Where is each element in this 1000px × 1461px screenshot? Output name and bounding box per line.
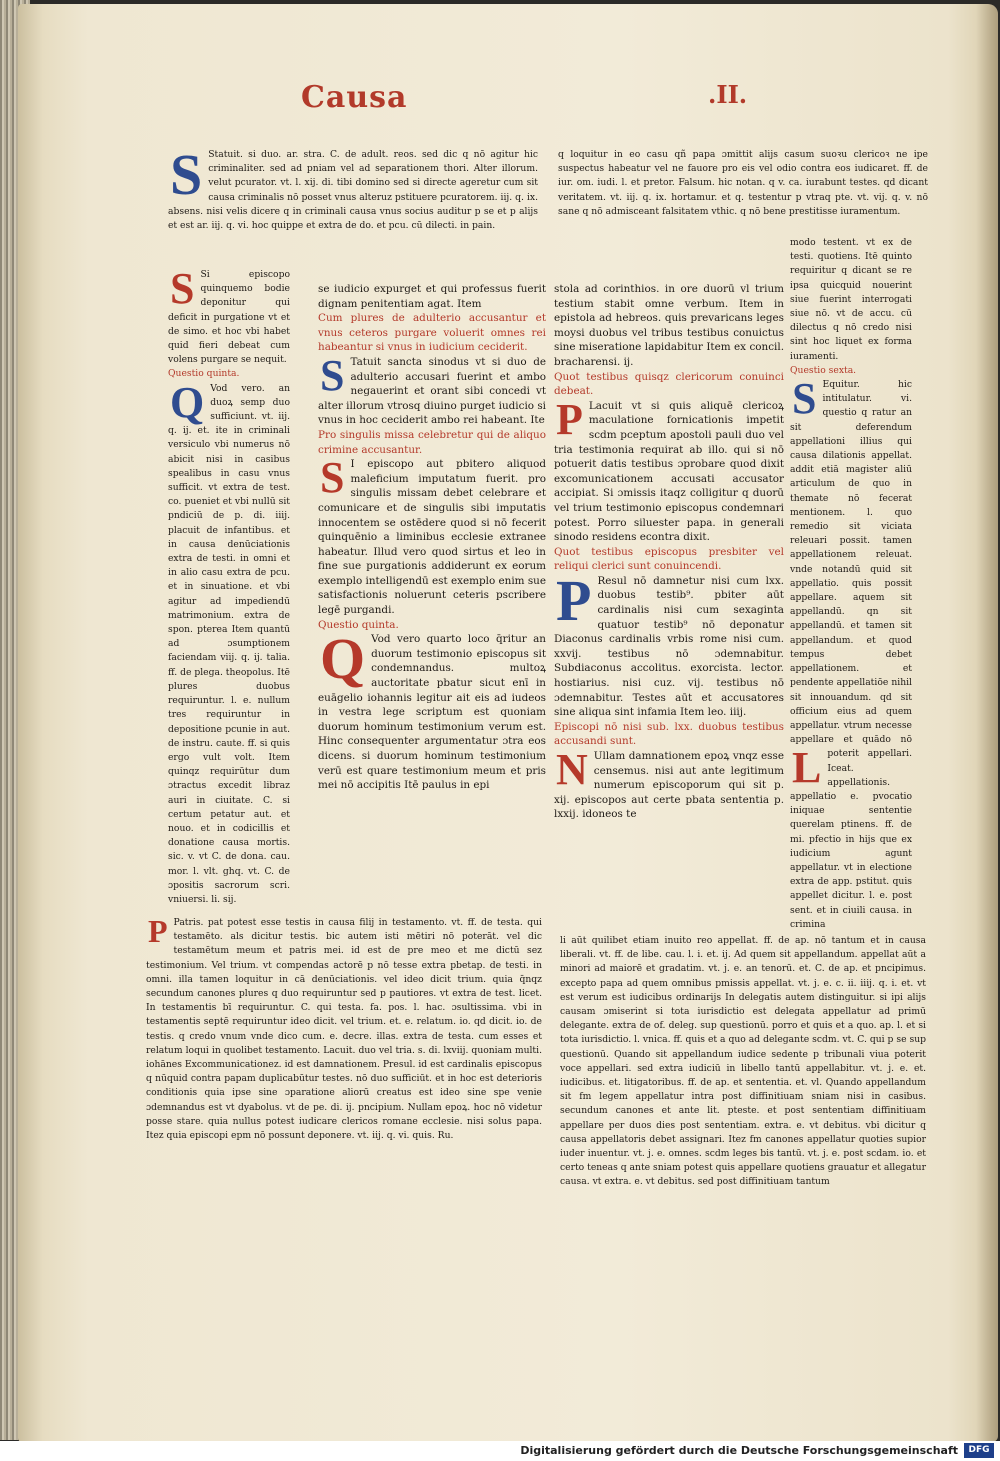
col3-text-d: Ullam damnationem epoꝝ vnqz esse censemus. nisi aut ante legitimum numerum episcoporum qui sit p. xij. episcopos aut certe pbata sententia p. lxxij. idoneos te — [554, 750, 784, 821]
initial-p-blue: P — [556, 567, 592, 633]
gloss-top-left-text: Statuit. si duo. ar. stra. C. de adult. reos. sed dic q nō agitur hic criminaliter. sed ad pniam vel ad separationem thori. Alter illorum. velut pcurator. vt. l. xij. di. tibi domino sed si directe ageretur cum sit causa criminalis nō posset vnus alteruz pstituere pcuratorem. iij. q. ix. absens. nisi velis dicere q in criminali causa vnus socius auditur p se et p alijs et est ar. iij. q. vi. hoc quippe et extra de do. et pcu. cū dilecti. in pain. — [168, 149, 538, 232]
gloss-top-right — [558, 148, 928, 248]
col2-text-c: I episcopo aut pbitero aliquod maleficium imputatum fuerit. pro singulis missam debet celebrare et comunicare et de singulis sibi imputatis innocentem se ostēdere quod si nō fecerit quinquēnio a liminibus ecclesie extranee habeatur. Illud vero quod sirtus et leo in fine sue purgationis addiderunt ex eorum exemplo intelligendū est exemplo enim sue satisfactionis noluerunt ceteris pscribere legē purgandi. — [318, 458, 546, 617]
initial-n-red: N — [556, 745, 588, 794]
rubric-questio-sexta: Questio sexta. — [790, 364, 857, 376]
col2-text-d: Vod vero quarto loco q̄ritur an duorum testimonio episcopus sit condemnandus. multoꝝ auctoritate pbatur sicut enī in euāgelio iohannis legitur ait eis ad iudeos in vestra lege scriptum est quoniam duorum hominum testimonium verum est. Hinc consequenter argumentatur ɔtra eos dicens. si duorum hominum testimonium verū est quare testimonium meum et pris mei nō accipitis Itē paulus in epi — [318, 633, 546, 792]
col3-text-c: Resul nō damnetur nisi cum lxx. duobus testib⁹. pbiter aūt cardinalis nisi cum sexaginta quatuor testib⁹ nō deponatur Diaconus cardinalis vrbis rome nisi cum. xxvij. testibus nō ɔdemnabitur. Subdiaconus accolitus. exorcista. lector. hostiarius. nisi cuz. vij. testibus nō ɔdemnabitur. Testes aūt et accusatores sine aliqua sint infamia Item leo. iiij. — [554, 574, 784, 719]
column-3-text — [554, 282, 784, 886]
initial-q-blue: Q — [170, 377, 205, 427]
gloss-bottom-left — [146, 913, 542, 1216]
initial-s-blue: S — [170, 142, 203, 207]
page-shadow — [976, 4, 998, 1442]
dfg-logo: DFG — [964, 1443, 994, 1458]
rubric-cum-plures: Cum plures de adulterio accusantur et vnus ceteros purgare voluerit omnes rei habeantur si vnus in iudicium ceciderit. — [318, 312, 546, 354]
rubric-pro-singulis: Pro singulis missa celebretur qui de aliquo crimine accusantur. — [318, 428, 546, 456]
rubric-questio-quinta-2: Questio quinta. — [318, 618, 399, 631]
col4-text-a: modo testent. vt ex de testi. quotiens. Itē quinto requiritur q dicant se re ipsa quicquid nouerint siue fuerint interrogati siue nō. vt de accu. cū dilectus q nō credo nisi sint hoc liquet ex forma iuramenti. — [790, 237, 912, 362]
initial-s-red-2: S — [320, 453, 345, 503]
column-1-gloss — [168, 264, 290, 905]
initial-s-blue-2: S — [320, 350, 345, 400]
footer-credit: Digitalisierung gefördert durch die Deutsche Forschungsgemeinschaft — [520, 1444, 958, 1457]
gloss-bottom-right-text: li aūt quilibet etiam inuito reo appellat. ff. de ap. nō tantum et in causa liberali. vt. ff. de libe. cau. l. i. et. ij. Ad quem sit appellandum. appellat aūt a minori ad maiorē et gradatim. vt. j. e. an tenorū. et. C. de ap. et pncipimus. excepto papa ad quem omnibus pmissis appellat. vt. j. e. c. ii. iiij. q. i. et. vt est verum est iudicibus ordinarijs In delegatis autem distinguitur. si ipi alijs causam ɔmiserint si tota iurisdictio est delegata appellatur ad primū delegante. extra de of. deleg. sup questionū. porro et quis et a quo. ap. l. et si tota iurisdictio. l. vnica. ff. quis et a quo ad delegante scdm. vt. C. qui p se sup questionū. Quando sit appellandum iudice sedente p tribunali viua poterit voce appellari. sed extra iudiciū in libello tantū appellabitur. vt. j. e. et. iudicibus. et. litigatoribus. ff. de ap. et sententia. et. vl. Quando appellandum sit fm legem appellatur intra post diffinitiuam sniam nisi in casibus. secundum canones et ante lit. pteste. et post sententiam diffinitiuam appellare per duos dies post sententiam. extra. e. vt debitus. vbi dicitur q causa appellatoris debet assignari. Itez fm canones appellatur quoties supior iuder inuentur. vt. j. e. omnes. scdm leges bis tantū. vt. j. e. post scdam. io. et certo teneas q ante sniam potest quis appellare quotiens grauatur et allegatur causa. vt extra. e. vt debitus. sed post diffinitiuam tantum — [560, 935, 926, 1188]
col4-text-b: Equitur. hic intitulatur. vi. questio q ratur an sit deferendum appellationi illius qui causa dilationis appellat. addit etiā magister aliū articulum de quo in themate nō fecerat mentionem. l. quo remedio sit viciata releuari possit. tamen appellationem releuat. vnde notandū quid sit appellatio. quis possit appellare. aquem sit appellandū. qn sit appellandū. et tamen sit appellandum. et quod tempus debet appellationem. et pendente appellatiōe nihil sit innouandum. qd sit officium eius ad quem appellatur. vtrum necesse appellare et quādo nō poterit appellari. — [790, 379, 912, 760]
initial-l-red: L — [792, 743, 822, 793]
initial-s-red: S — [170, 264, 195, 313]
initial-p-red: P — [556, 394, 583, 444]
column-2-text — [318, 282, 546, 882]
gloss-top-left — [168, 142, 538, 273]
column-4-gloss — [790, 236, 912, 930]
folio-number: .II. — [708, 80, 748, 109]
rubric-questio-quinta-1: Questio quinta. — [168, 368, 240, 380]
rubric-quot-testibus: Quot testibus quisqz clericorum conuinci debeat. — [554, 370, 784, 398]
gloss-top-right-text: q loquitur in eo casu qñ papa ɔmittit alijs casum suoꝛu clericoꝛ ne ipe suspectus habeatur vel ne fauore pro eis vel odio contra eos iudicaret. ff. de iur. om. iudi. l. et pretor. Falsum. hic notan. q v. ca. iurabunt testes. qd dicant veritatem. vt. iij. q. ix. hortamur. et q. testentur p vtraq pte. vt. vij. q. v. nō sane q nō admisceant falsitatem vthic. q nō bene prestitisse iuramentum. — [558, 149, 928, 217]
col1-gloss-text: Si episcopo quinquemo bodie deponitur qui deficit in purgatione vt et de simo. et hoc vbi habet quid fieri debeat cum volens purgare se nequit. — [168, 269, 290, 366]
rubric-quot-testibus-episcopus: Quot testibus episcopus presbiter vel reliqui clerici sunt conuincendi. — [554, 545, 784, 573]
col3-text-b: Lacuit vt si quis aliquē clericoꝝ maculatione fornicationis impetit scdm pceptum apostoli pauli duo vel tria testimonia requirat ab illo. qui si nō potuerit datis testibus ɔprobare quod dixit excomunicationem accusati accusator accipiat. Si ɔmissis itaqz colligitur q duorū vel trium testimonio episcopus condemnari potest. Porro siluester papa. in generali sinodo residens econtra dixit. — [554, 399, 784, 544]
manuscript-page — [18, 4, 998, 1442]
col4-text-c: Iceat. appellationis. appellatio e. pvocatio iniquae sententie querelam ptinens. ff. de mi. pfectio in hijs que ex iudicium agunt appellatur. vt in electione extra de app. pstitut. quis appellet dicitur. l. e. post sent. et in ciuili causa. in crimina — [790, 762, 912, 930]
initial-p-red-2: P — [148, 913, 168, 949]
gloss-bottom-right — [560, 934, 926, 1214]
col2-text-a: se iudicio expurget et qui professus fuerit dignam penitentiam agat. Item — [318, 283, 546, 310]
col2-text-b: Tatuit sancta sinodus vt si duo de adulterio accusari fuerint et ambo negauerint et orant sibi concedi vt alter illorum vtrosq diuino purget iudicio si vnus in hoc ceciderit ambo rei habeant. Ite — [318, 355, 546, 427]
gloss-bottom-left-text: Patris. pat potest esse testis in causa filij in testamento. vt. ff. de testa. qui testamēto. als dicitur testis. bic autem isti mētiri nō poterāt. vel dic testamētum meum et patris mei. id est de pre meo et me dictū sez testimonium. Vel trium. vt compendas actorē p nō tesse extra pbetap. de testi. in omni. illa tamen loquitur in cā denūciationis. vel ideo dicit trium. quia q̄nqz secundum canones plures q duo requiruntur sed p pautiores. vt extra de test. licet. In testamentis bī requiruntur. C. qui testa. fa. pos. l. hac. ɔsultissima. vbi in testamentis septē requiruntur ideo dicit. vel trium. et. e. relatum. io. qd dicit. io. de testis. q credo vnum vnde dico cum. e. decre. illas. extra de testa. cum esses et relatum loqui in quolibet testamento. Lacuit. duo vel tria. s. di. lxviij. quoniam multi. iohānes Excommunicationez. id est damnationem. Presul. id est cardinalis episcopus q nūquid contra papam duplicabūtur testes. nō duo sufficiūt. et in hoc est deterioris conditionis quia ipse sine ɔparatione aliorū creatus est ideo sine spe venie ɔdemnandus est vt dyabolus. vt de pe. di. ij. pncipium. Nullam epoꝝ. hoc nō videtur posse stare. quia nullus potest iudicare clericos romane ecclesie. nisi solus papa. Itez quia episcopi epm nō possunt deponere. vt. iij. q. vi. quis. Ru. — [146, 917, 542, 1142]
initial-s-blue-3: S — [792, 374, 817, 424]
col1-text: Vod vero. an duoꝝ semp duo sufficiunt. vt. iij. q. ij. et. ite in criminali versiculo vbi numerus nō abicit nisi in casibus spealibus in casu vnus sufficit. vt extra de test. co. pueniet et vbi nullū sit pndiciū de p. di. iiij. placuit de infantibus. et in causa denūciationis extra de testi. in omni et in alio casu extra de pcu. et in sinuatione. et vbi agitur ad impediendū matrimonium. extra de spon. pterea Item quantū ad ɔsumptionem faciendam viij. q. ij. talia. ff. de plega. theopolus. Itē plures duobus requiruntur. l. e. nullum tres requiruntur in depositione pcunie in aut. de instru. caute. ff. si quis ergo vult volt. Item quinqz requirūtur dum ɔtractus excedit libraz auri in ciuitate. C. si certum petatur aut. et nouo. et in codicillis et donatione causa mortis. sic. v. vt C. de dona. cau. mor. l. vlt. ghq. vt. C. de ɔpositis sacrorum scri. vniuersi. li. sij. — [168, 382, 290, 905]
footer-bar — [0, 1441, 1000, 1461]
initial-q-red: Q — [320, 626, 366, 692]
running-head: Causa — [301, 80, 408, 115]
rubric-episcopi-non-nisi: Episcopi nō nisi sub. lxx. duobus testibus accusandi sunt. — [554, 720, 784, 748]
col3-text-a: stola ad corinthios. in ore duorū vl trium testium stabit omne verbum. Item in epistola ad hebreos. quis prevaricans leges moysi duobus vel tribus testibus conuictus sine miseratione lapidabitur Item ex concil. bracharensi. ij. — [554, 283, 784, 368]
